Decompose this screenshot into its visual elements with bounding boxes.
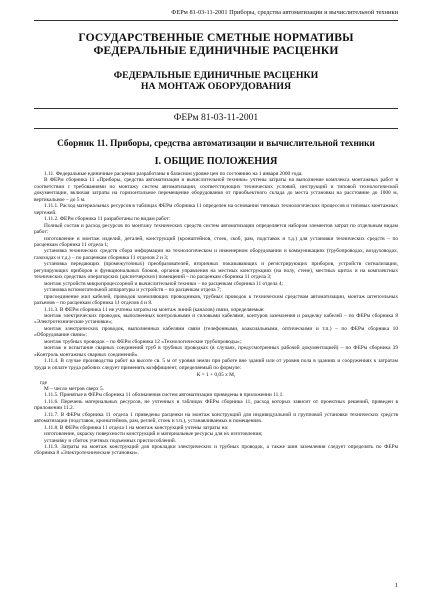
paragraph: 1.11.6. Перечень материальных ресурсов, не учтенных в таблицах ФЕРм сборника 11, расход которых зависит от проектных решений, приведен в приложении 11.2. <box>34 398 398 412</box>
paragraph: 1.11.4. В случае производства работ на высоте св. 5 м от уровня земли при работе вне зданий или от уровня пола в зданиях и сооружениях к затратам труда и оплате труда рабочих следует применять коэффициент, определяемый по формуле: <box>34 358 398 371</box>
section-heading: I. ОБЩИЕ ПОЛОЖЕНИЯ <box>154 156 278 167</box>
collection-title: Сборник 11. Приборы, средства автоматизации и вычислительной техники <box>57 139 375 149</box>
subtitle-line1: ФЕДЕРАЛЬНЫЕ ЕДИНИЧНЫЕ РАСЦЕНКИ <box>113 70 319 81</box>
document-page <box>34 0 398 600</box>
body-text <box>34 171 398 589</box>
code-top-rule <box>34 108 398 109</box>
running-header: ФЕРм 81-03-11-2001 Приборы, средства автоматизации и вычислительной техники <box>171 9 398 16</box>
paragraph: 1.11. Федеральные единичные расценки разработаны в базисном уровне цен по состоянию на 1 января 2000 года. <box>44 171 303 177</box>
paragraph: монтаж и испытание сварных соединений труб в трубных проводках (в случаях, предусмотренных рабочей документацией) – по ФЕРм сборника 39 «Контроль монтажных сварных соединений». <box>34 345 398 358</box>
paragraph: монтаж электрических проводок, выполненных кабелями связи (телефонными, коаксиальными, оптическими и т.п.) – по ФЕРм сборника 10 «Оборудование связи»; <box>34 325 398 339</box>
main-title-line1: ГОСУДАРСТВЕННЫЕ СМЕТНЫЕ НОРМАТИВЫ <box>78 31 354 44</box>
paragraph: 1.11.5. Принятые в ФЕРм сборника 11 обозначения систем автоматизации приведены в приложении 11.1. <box>44 392 284 399</box>
main-title-line2: ФЕДЕРАЛЬНЫЕ ЕДИНИЧНЫЕ РАСЦЕНКИ <box>93 44 339 57</box>
paragraph: В ФЕРм сборника 11 «Приборы, средства автоматизации и вычислительной техники» учтены затраты на выполнение комплекса монтажных работ в соответствии с требованиями по монтажу систем автоматизации, соответствующих технических условий, инструкций и типовой технологической документации, включая затраты на горизонтальное перемещение оборудования от приобъектного склада до места установки на расстояние до 1000 м, вертикальное – до 5 м. <box>34 177 398 203</box>
paragraph: установку и сбиток учетных подъемных приспособлений. <box>44 437 177 444</box>
paragraph: установка вспомогательной аппаратуры и устройств – по расценкам отдела 7; <box>44 287 222 294</box>
paragraph: изготовление, окраску поверхности конструкций и материальные ресурсы для их изготовления; <box>44 431 263 438</box>
header-rule <box>34 20 398 21</box>
document-code: ФЕРм 81-03-11-2001 <box>173 112 259 123</box>
main-title <box>34 31 398 57</box>
subtitle-line2: НА МОНТАЖ ОБОРУДОВАНИЯ <box>140 81 292 92</box>
paragraph: 1.11.8. В ФЕРм сборника 11 отдела 1 на монтаж конструкций учтены затраты на: <box>44 424 229 431</box>
paragraph: Полный состав и расход ресурсов по монтажу технических средств систем автоматизации определяется набором элементов затрат по отдельным видам работ: <box>34 222 398 236</box>
subtitle <box>34 70 398 92</box>
paragraph: изготовление и монтаж изделий, деталей, конструкций (кронштейнов, стоек, скоб, рам, подставок и т.д.) для установки технических средств – по расценкам сборника 11 отдела 1; <box>34 235 398 248</box>
paragraph: установка технических средств сбора информации на технологическом и инженерном оборудовании и коммуникациях (трубопроводах, воздуховодах, газоходах и т.д.) – по расценкам сборника 11 отделов 2 и 3; <box>34 248 398 261</box>
paragraph: монтаж устройств микропроцессорной и вычислительной техники – по расценкам сборника 11 отдела 4; <box>44 280 284 287</box>
paragraph: монтаж электрических проводок, выполненных контрольными и силовыми кабелями, контуров заземления и разделку кабелей – по ФЕРм сборника 8 «Электротехнические установки»; <box>34 312 398 326</box>
code-bottom-rule <box>34 128 398 129</box>
where-definition: М – число метров сверх 5. <box>44 385 104 392</box>
paragraph: монтаж трубных проводок – по ФЕРм сборника 12 «Технологические трубопроводы»; <box>44 338 242 345</box>
paragraph: 1.11.9. Затраты на монтаж конструкций для прокладки электрических и трубных проводок, а также шин заземления следует определять по ФЕРм сборника 8 «Электротехнические установки». <box>34 444 398 457</box>
paragraph: присоединение жил кабелей, проводов заземляющих проводников, трубных проводок к техническим средствам автоматизации, монтаж штепсельных разъемов – по расценкам сборника 11 отделов 4 и 8. <box>34 293 398 307</box>
paragraph: 1.11.7. В ФЕРм сборника 11 отдела 1 приведены расценки на монтаж конструкций для индивидуальной и групповой установки технических средств автоматизации (подставок, кронштейнов, рам, реглей, стоек и т.п.), устанавливаемых в помещениях. <box>34 411 398 425</box>
page-number: 1 <box>394 582 398 589</box>
paragraph: 1.11.3. В ФЕРм сборника 11 не учтены затраты на монтаж линий (каналов) связи, определяемые: <box>44 306 265 313</box>
paragraph: 1.11.1. Расход материальных ресурсов в таблицах ФЕРм сборника 11 определен на основании типовых технологических процессов и типовых монтажных чертежей. <box>34 203 398 216</box>
paragraph: 1.11.2. ФЕРм сборника 11 разработаны по видам работ: <box>44 216 171 223</box>
where-label: где <box>40 379 48 386</box>
paragraph: установка передающих (промежуточных) преобразователей, вторичных показывающих и регистрирующих приборов, устройств сигнализации, регулирующих приборов и функциональных блоков, органов управления на местных конструкциях (на полу, стене), местных щитах и на комплектных технических средствах операторских (диспетчерских) помещений – по расценкам сборника 11 отдела 3; <box>34 261 398 281</box>
formula: К = 1 + 0,05 х М, <box>196 372 236 379</box>
